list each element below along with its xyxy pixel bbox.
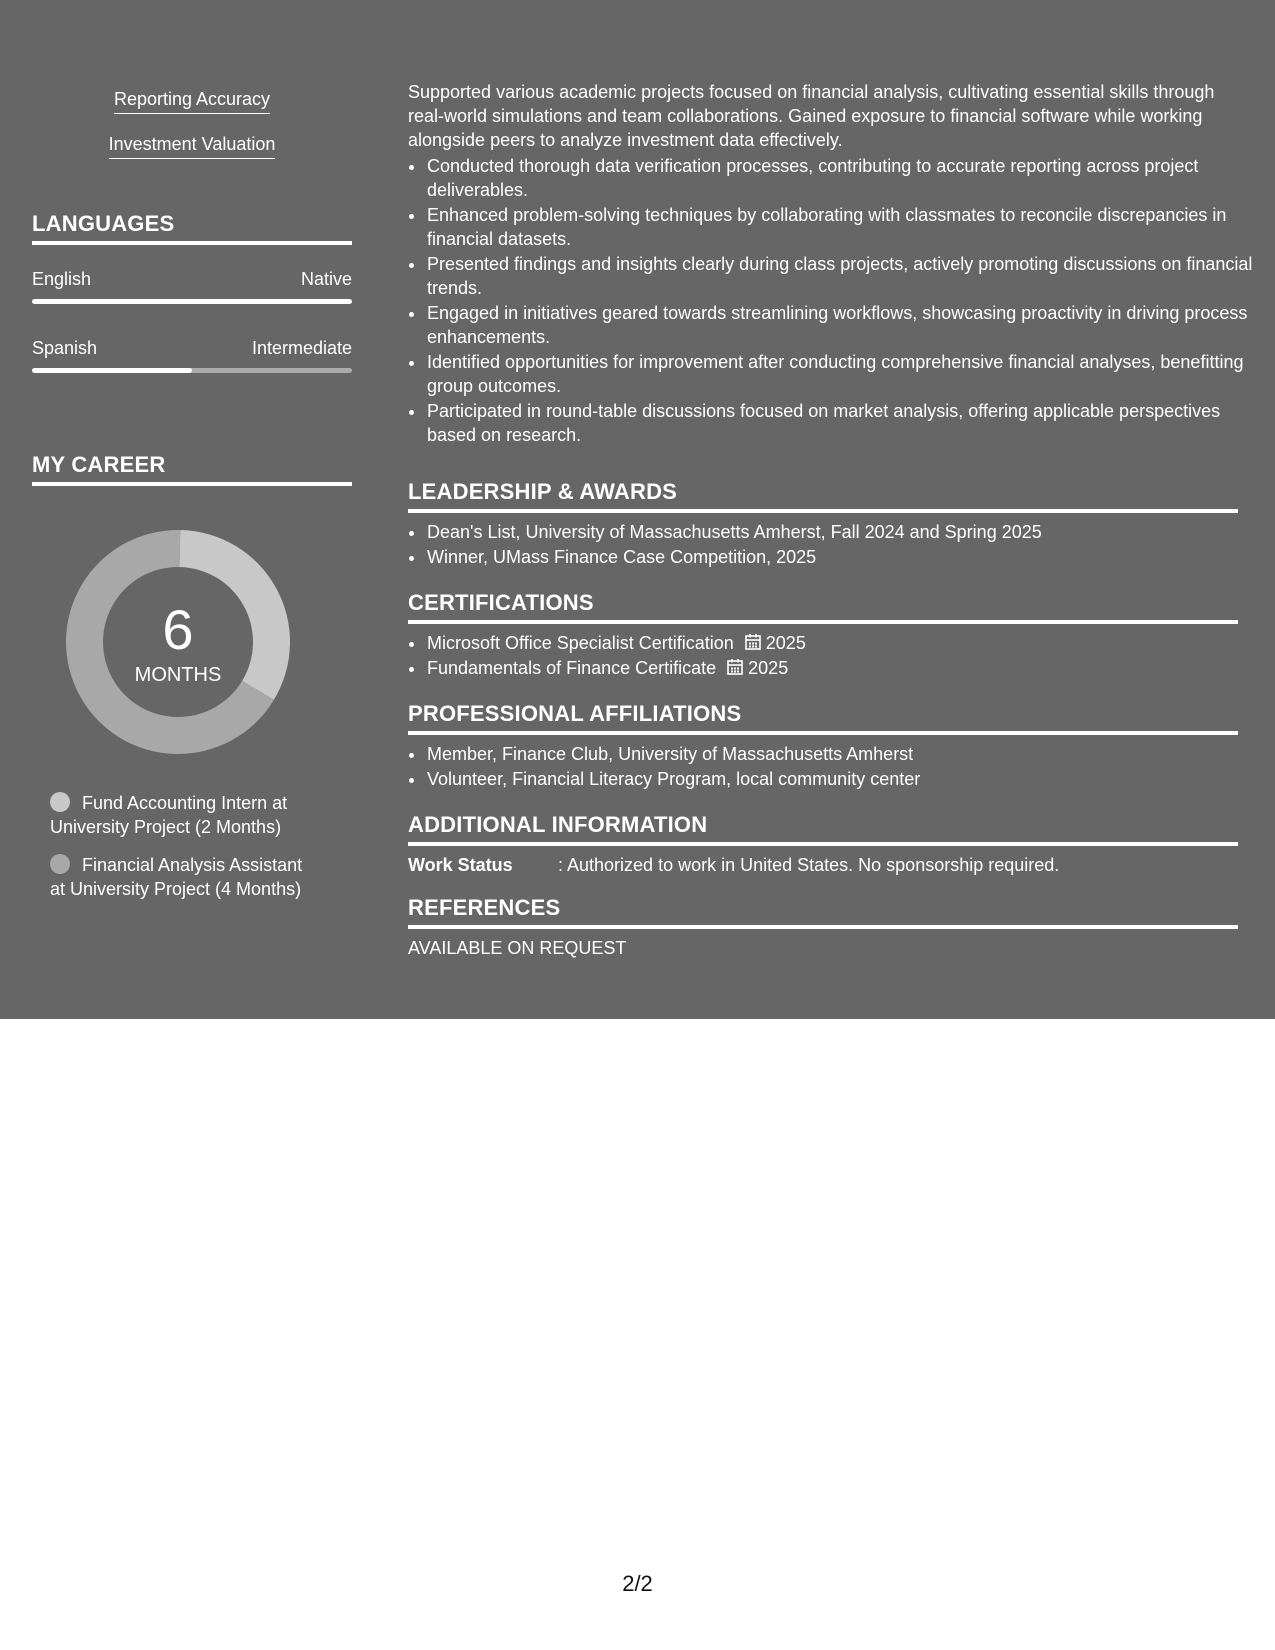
certification-year: 2025	[748, 658, 789, 678]
career-item	[50, 791, 320, 839]
career-item	[50, 853, 320, 901]
career-item-label: Financial Analysis Assistant at University Project (4 Months)	[50, 855, 303, 899]
calendar-icon	[726, 658, 744, 676]
work-status-label: Work Status	[408, 855, 513, 875]
experience-bullet: • Engaged in initiatives geared towards streamlining workflows, showcasing proactivity in driving process enhancements.	[426, 301, 1256, 349]
certification-name: Microsoft Office Specialist Certification	[427, 633, 734, 653]
experience-bullet: • Enhanced problem-solving techniques by collaborating with classmates to reconcile discrepancies in financial datasets.	[426, 203, 1256, 251]
references-text: AVAILABLE ON REQUEST	[408, 938, 627, 958]
leadership-heading: LEADERSHIP & AWARDS	[408, 479, 678, 504]
career-donut-chart	[66, 530, 290, 754]
affiliations-heading: PROFESSIONAL AFFILIATIONS	[408, 701, 742, 726]
career-total-number: 6	[162, 598, 194, 661]
affiliation-item: • Volunteer, Financial Literacy Program, local community center	[426, 767, 1256, 791]
language-proficiency-fill	[32, 299, 352, 304]
certification-item	[426, 631, 1256, 655]
language-proficiency-bar	[32, 368, 352, 373]
language-english	[32, 268, 352, 290]
language-proficiency-bar	[32, 299, 352, 304]
certifications-rule	[408, 620, 1238, 624]
work-status-value: : Authorized to work in United States. No sponsorship required.	[558, 855, 1060, 875]
experience-bullet: • Participated in round-table discussions focused on market analysis, offering applicable perspectives based on research.	[426, 399, 1256, 447]
experience-bullet: • Presented findings and insights clearly during class projects, actively promoting discussions on financial trends.	[426, 252, 1256, 300]
leadership-list	[408, 520, 1256, 570]
award-item: • Winner, UMass Finance Case Competition, 2025	[426, 545, 1256, 569]
language-name: Spanish	[32, 338, 98, 358]
certifications-heading: CERTIFICATIONS	[408, 590, 594, 615]
language-proficiency-fill	[32, 368, 192, 373]
career-heading: MY CAREER	[32, 452, 166, 477]
certifications-list	[408, 631, 1256, 681]
experience-bullets	[408, 154, 1256, 448]
leadership-rule	[408, 509, 1238, 513]
additional-info-heading: ADDITIONAL INFORMATION	[408, 812, 708, 837]
career-legend-dot	[50, 792, 70, 812]
certification-item	[426, 656, 1256, 680]
affiliation-item: • Member, Finance Club, University of Massachusetts Amherst	[426, 742, 1256, 766]
references-heading: REFERENCES	[408, 895, 561, 920]
career-rule	[32, 482, 352, 486]
certification-year: 2025	[765, 633, 806, 653]
language-level: Native	[300, 269, 352, 289]
career-total-unit: MONTHS	[134, 664, 222, 686]
language-level: Intermediate	[251, 338, 352, 358]
affiliations-rule	[408, 731, 1238, 735]
references-rule	[408, 925, 1238, 929]
award-item: • Dean's List, University of Massachusetts Amherst, Fall 2024 and Spring 2025	[426, 520, 1256, 544]
skill-investment-valuation[interactable]: Investment Valuation	[32, 133, 352, 159]
career-item-label: Fund Accounting Intern at University Project (2 Months)	[50, 793, 288, 837]
experience-bullet: • Identified opportunities for improvement after conducting comprehensive financial analyses, benefitting group outcomes.	[426, 350, 1256, 398]
experience-bullet: • Conducted thorough data verification processes, contributing to accurate reporting across project deliverables.	[426, 154, 1256, 202]
page-number: 2/2	[622, 1571, 653, 1596]
language-spanish	[32, 337, 352, 359]
certification-name: Fundamentals of Finance Certificate	[427, 658, 717, 678]
languages-rule	[32, 241, 352, 245]
additional-info-rule	[408, 842, 1238, 846]
career-legend-dot	[50, 854, 70, 874]
work-status-row	[408, 853, 1238, 877]
languages-heading: LANGUAGES	[32, 211, 175, 236]
experience-summary: Supported various academic projects focused on financial analysis, cultivating essential skills through real-world simulations and team collaborations. Gained exposure to financial software while working alongside peers to analyze investment data effectively.	[408, 82, 1215, 150]
affiliations-list	[408, 742, 1256, 792]
skill-reporting-accuracy[interactable]: Reporting Accuracy	[32, 88, 352, 114]
calendar-icon	[744, 633, 762, 651]
language-name: English	[32, 269, 92, 289]
